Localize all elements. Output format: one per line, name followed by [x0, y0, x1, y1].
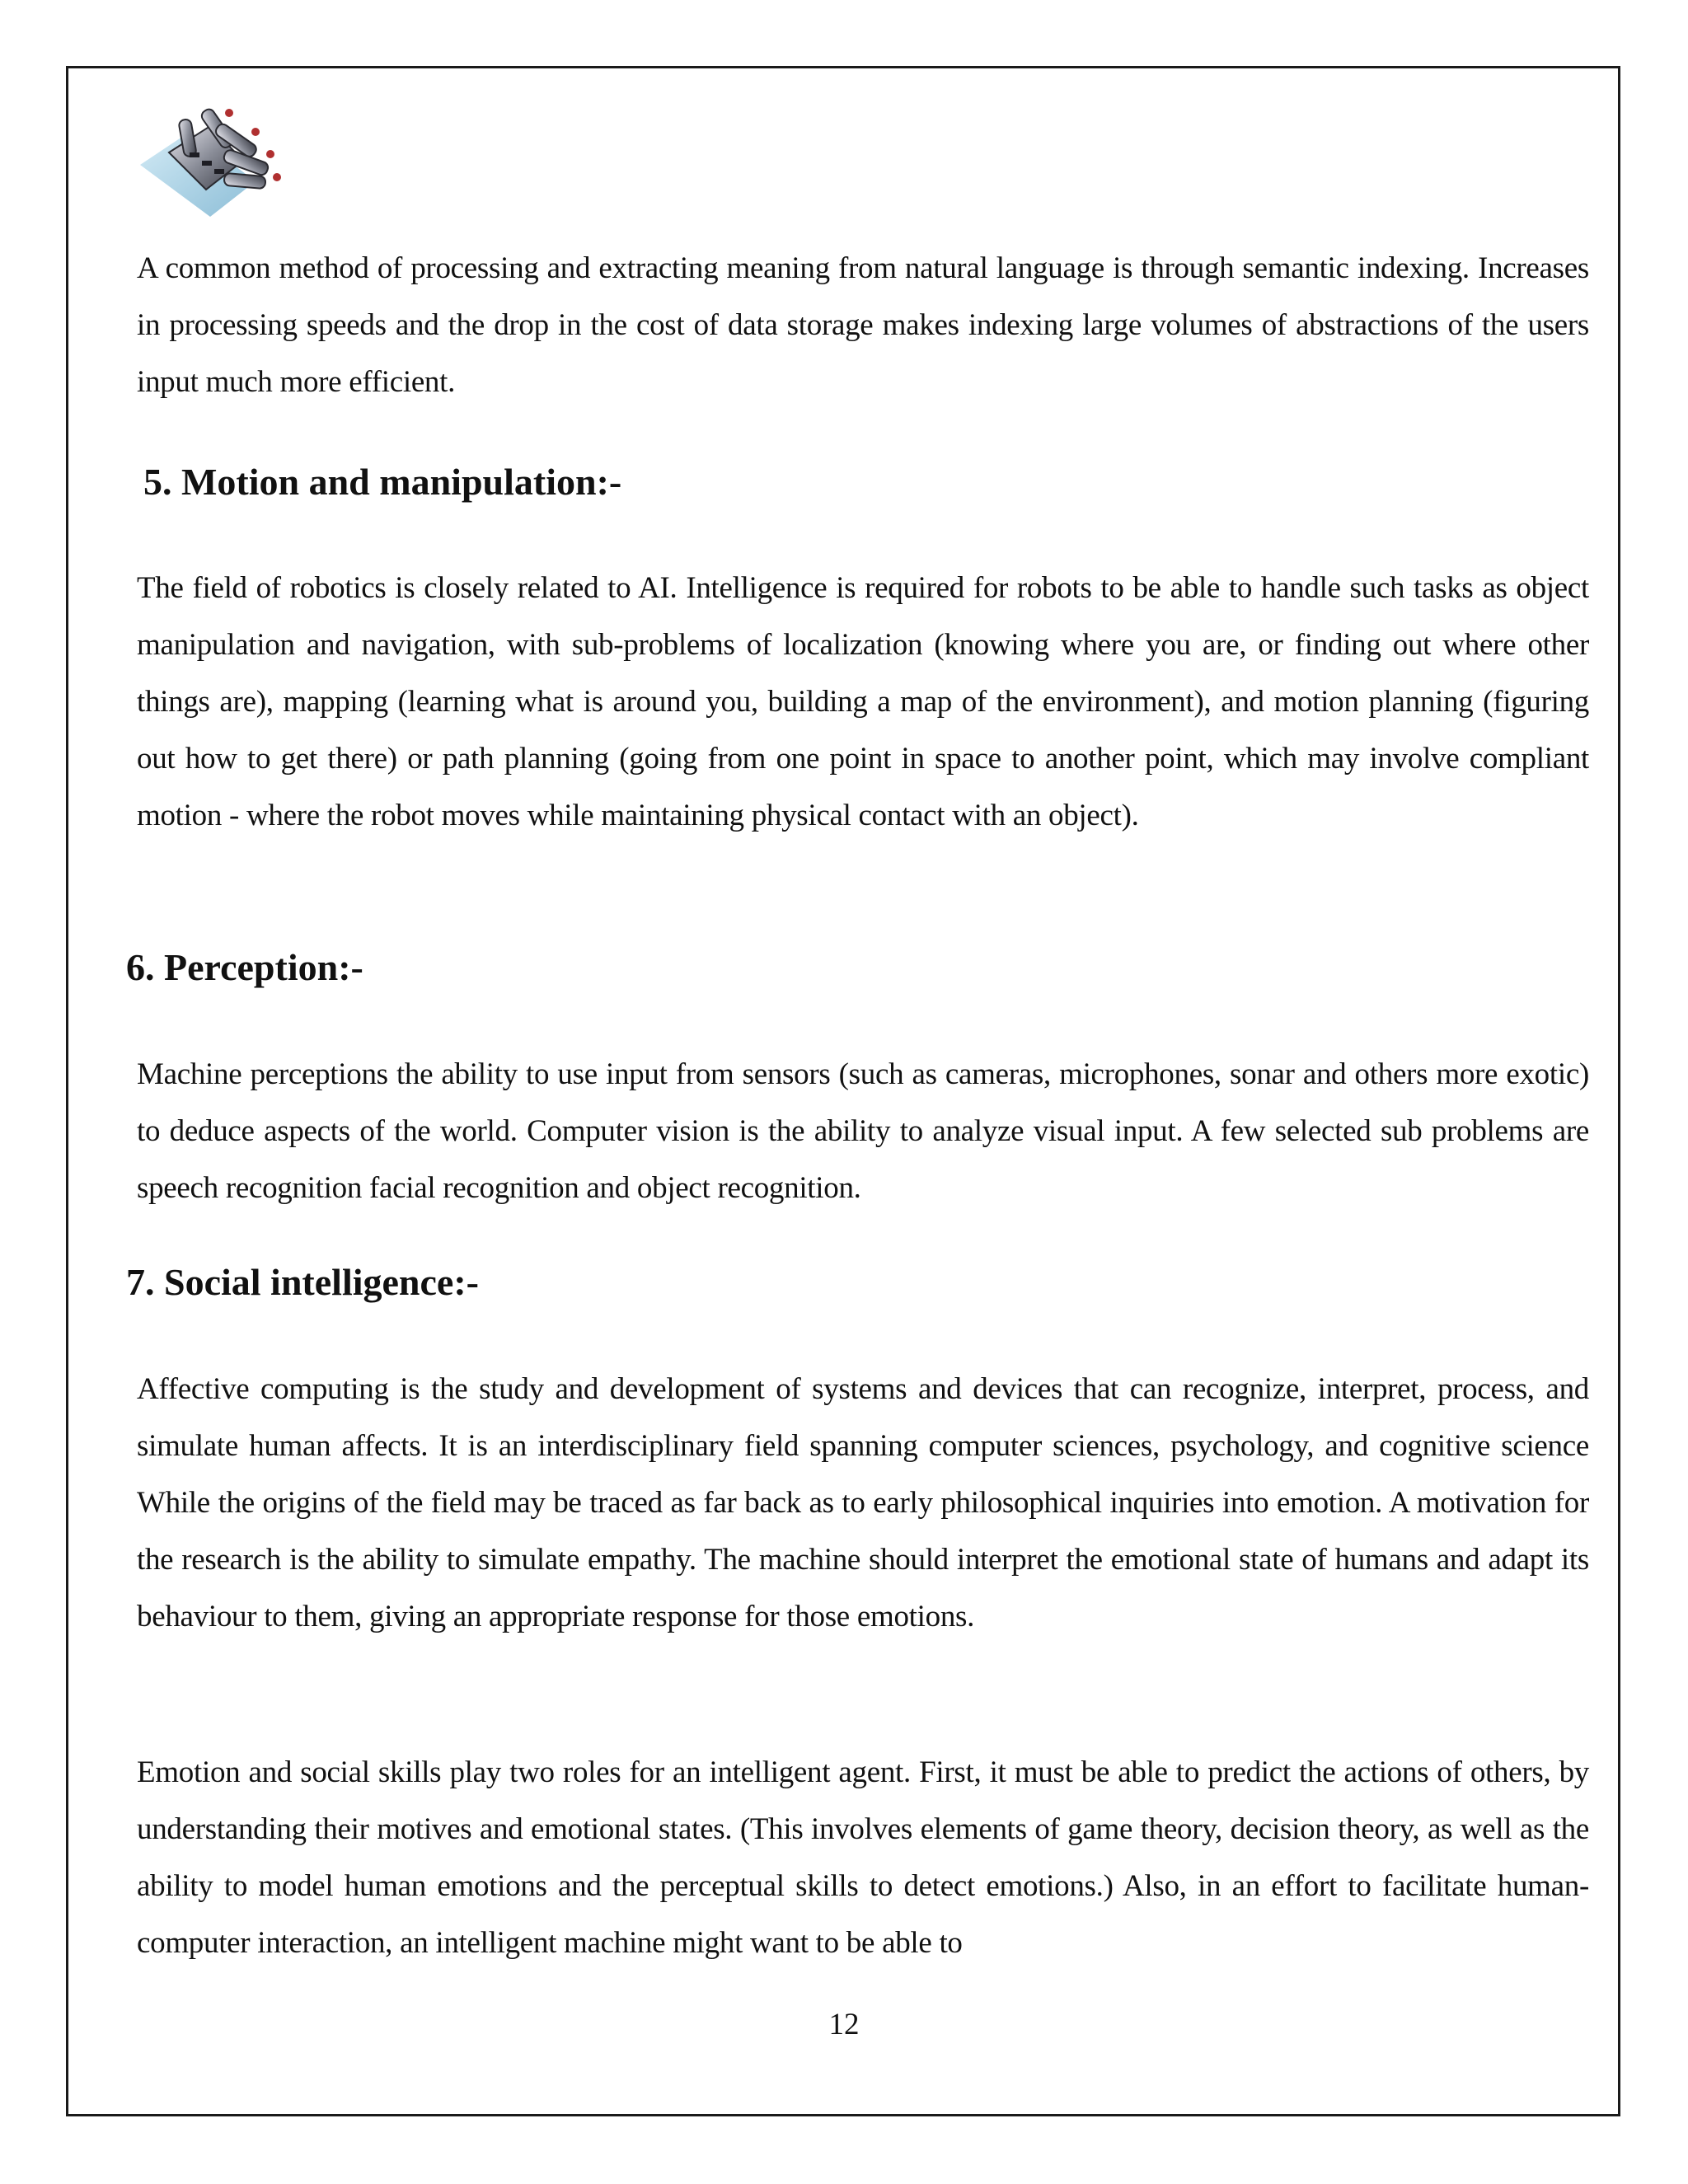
section-7-paragraph-2: Emotion and social skills play two roles for an intelligent agent. First, it must be able to predict the actions of others, by understanding their motives and emotional states. (This involves elements of game theory, decision theory, as well as the ability to model human emotions and the perceptual skills to detect emotions.) Also, in an effort to facilitate human-computer interaction, an intelligent machine might want to be able to — [137, 1755, 1589, 1960]
section-7-heading: 7. Social intelligence:- — [126, 1261, 479, 1303]
section-5-heading: 5. Motion and manipulation:- — [143, 461, 622, 503]
section-5-paragraph: The field of robotics is closely related to AI. Intelligence is required for robots to be able to handle such tasks as object manipulation and navigation, with sub-problems of localization (knowing where you are, or finding out where other things are), mapping (learning what is around you, building a map of the environment), and motion planning (figuring out how to get there) or path planning (going from one point in space to another point, which may involve compliant motion - where the robot moves while maintaining physical contact with an object). — [137, 571, 1589, 832]
section-6-heading: 6. Perception:- — [126, 946, 363, 988]
section-6-paragraph: Machine perceptions the ability to use input from sensors (such as cameras, microphones, sonar and others more exotic) to deduce aspects of the world. Computer vision is the ability to analyze visual input. A few selected sub problems are speech recognition facial recognition and object recognition. — [137, 1057, 1589, 1205]
page-number: 12 — [828, 2008, 860, 2041]
robot-hand-icon — [132, 95, 297, 218]
section-7-paragraph-1: Affective computing is the study and development of systems and devices that can recognize, interpret, process, and simulate human affects. It is an interdisciplinary field spanning computer sciences, psychology, and cognitive science While the origins of the field may be traced as far back as to early philosophical inquiries into emotion. A motivation for the research is the ability to simulate empathy. The machine should interpret the emotional state of humans and adapt its behaviour to them, giving an appropriate response for those emotions. — [137, 1372, 1589, 1633]
paragraph-semantic-indexing: A common method of processing and extracting meaning from natural language is through semantic indexing. Increases in processing speeds and the drop in the cost of data storage makes indexing large volumes of abstractions of the users input much more efficient. — [137, 251, 1589, 399]
